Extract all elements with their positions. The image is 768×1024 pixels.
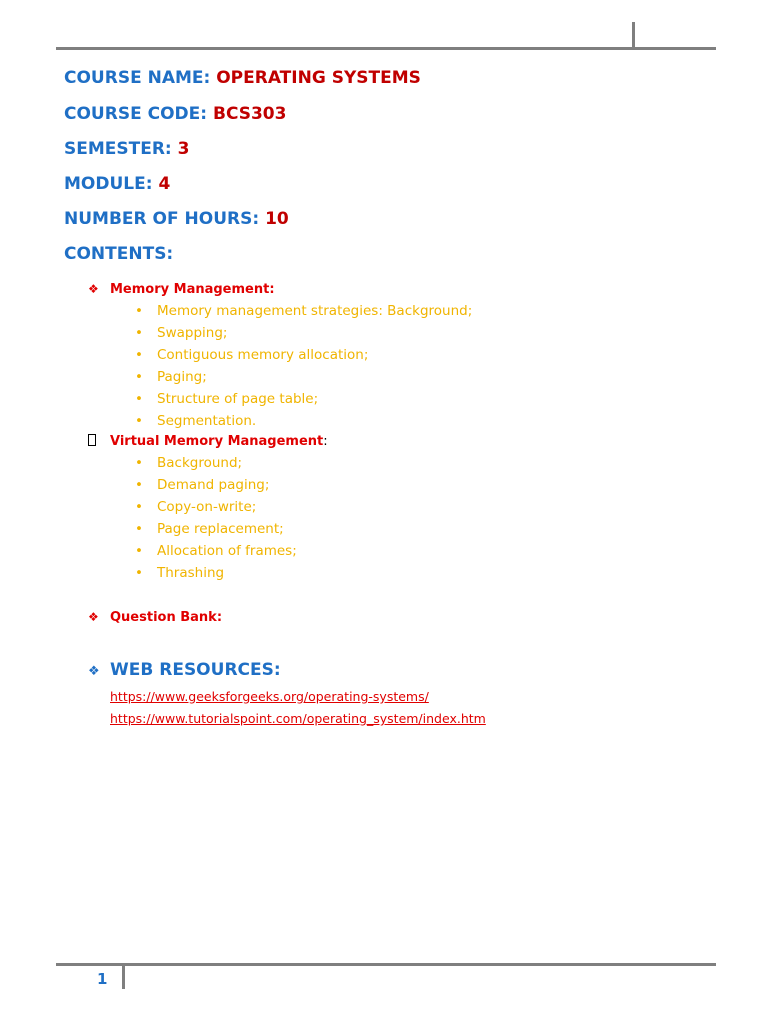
web-resource-link-geeksforgeeks[interactable]: https://www.geeksforgeeks.org/operating-systems/ bbox=[110, 689, 429, 704]
section-memory-management bbox=[88, 282, 275, 297]
section-colon: : bbox=[323, 434, 328, 449]
dot-bullet-icon: • bbox=[135, 347, 143, 363]
semester-label: SEMESTER: bbox=[64, 139, 172, 159]
module-label: MODULE: bbox=[64, 174, 153, 194]
course-code-value: BCS303 bbox=[212, 104, 287, 124]
list-item-text: Background; bbox=[157, 455, 243, 471]
course-name-label: COURSE NAME: bbox=[64, 68, 211, 88]
course-code bbox=[64, 104, 286, 124]
list-item-text: Page replacement; bbox=[157, 521, 284, 537]
module bbox=[64, 174, 170, 194]
contents-label: CONTENTS: bbox=[64, 244, 174, 264]
course-name bbox=[64, 68, 421, 88]
semester bbox=[64, 139, 190, 159]
footer-rule bbox=[56, 963, 716, 966]
section-title: Question Bank bbox=[110, 610, 217, 625]
list-item bbox=[135, 344, 472, 366]
list-item bbox=[135, 410, 472, 432]
dot-bullet-icon: • bbox=[135, 391, 143, 407]
list-item bbox=[135, 562, 297, 584]
section-title: Virtual Memory Management bbox=[110, 434, 324, 449]
list-item bbox=[135, 452, 297, 474]
course-name-value: OPERATING SYSTEMS bbox=[216, 68, 421, 88]
dot-bullet-icon: • bbox=[135, 325, 143, 341]
diamond-bullet-icon: ❖ bbox=[88, 610, 99, 624]
list-item-text: Demand paging; bbox=[157, 477, 270, 493]
missing-glyph-box-icon bbox=[88, 434, 96, 446]
hours-value: 10 bbox=[265, 209, 289, 229]
list-item-text: Segmentation. bbox=[157, 413, 257, 429]
section-virtual-memory-management bbox=[88, 434, 328, 449]
dot-bullet-icon: • bbox=[135, 543, 143, 559]
list-item-text: Contiguous memory allocation; bbox=[157, 347, 369, 363]
list-item bbox=[135, 518, 297, 540]
web-resource-link-tutorialspoint[interactable]: https://www.tutorialspoint.com/operating_system/index.htm bbox=[110, 711, 486, 726]
header-rule bbox=[56, 47, 716, 50]
header-tick bbox=[632, 22, 635, 48]
dot-bullet-icon: • bbox=[135, 303, 143, 319]
list-item-text: Swapping; bbox=[157, 325, 228, 341]
section-title: Memory Management bbox=[110, 282, 270, 297]
semester-value: 3 bbox=[177, 139, 190, 159]
dot-bullet-icon: • bbox=[135, 369, 143, 385]
number-of-hours bbox=[64, 209, 289, 229]
web-resources-heading bbox=[88, 660, 281, 680]
section-question-bank bbox=[88, 610, 222, 625]
dot-bullet-icon: • bbox=[135, 521, 143, 537]
web-resources-title: WEB RESOURCES: bbox=[110, 660, 281, 680]
virtual-memory-list bbox=[135, 452, 297, 584]
course-code-label: COURSE CODE: bbox=[64, 104, 208, 124]
list-item-text: Thrashing bbox=[157, 565, 225, 581]
dot-bullet-icon: • bbox=[135, 413, 143, 429]
list-item-text: Paging; bbox=[157, 369, 207, 385]
dot-bullet-icon: • bbox=[135, 499, 143, 515]
page-number: 1 bbox=[97, 970, 108, 988]
module-value: 4 bbox=[158, 174, 171, 194]
list-item-text: Copy-on-write; bbox=[157, 499, 257, 515]
list-item bbox=[135, 388, 472, 410]
memory-management-list bbox=[135, 300, 472, 432]
section-colon: : bbox=[269, 282, 275, 297]
dot-bullet-icon: • bbox=[135, 477, 143, 493]
section-colon: : bbox=[216, 610, 223, 625]
diamond-bullet-icon: ❖ bbox=[88, 664, 100, 679]
dot-bullet-icon: • bbox=[135, 565, 143, 581]
dot-bullet-icon: • bbox=[135, 455, 143, 471]
list-item bbox=[135, 366, 472, 388]
list-item bbox=[135, 300, 472, 322]
list-item bbox=[135, 540, 297, 562]
contents-heading bbox=[64, 244, 173, 264]
list-item-text: Memory management strategies: Background; bbox=[157, 303, 473, 319]
diamond-bullet-icon: ❖ bbox=[88, 282, 99, 296]
list-item bbox=[135, 322, 472, 344]
footer-tick bbox=[122, 966, 125, 989]
list-item bbox=[135, 496, 297, 518]
list-item-text: Allocation of frames; bbox=[157, 543, 297, 559]
hours-label: NUMBER OF HOURS: bbox=[64, 209, 260, 229]
list-item-text: Structure of page table; bbox=[157, 391, 319, 407]
list-item bbox=[135, 474, 297, 496]
